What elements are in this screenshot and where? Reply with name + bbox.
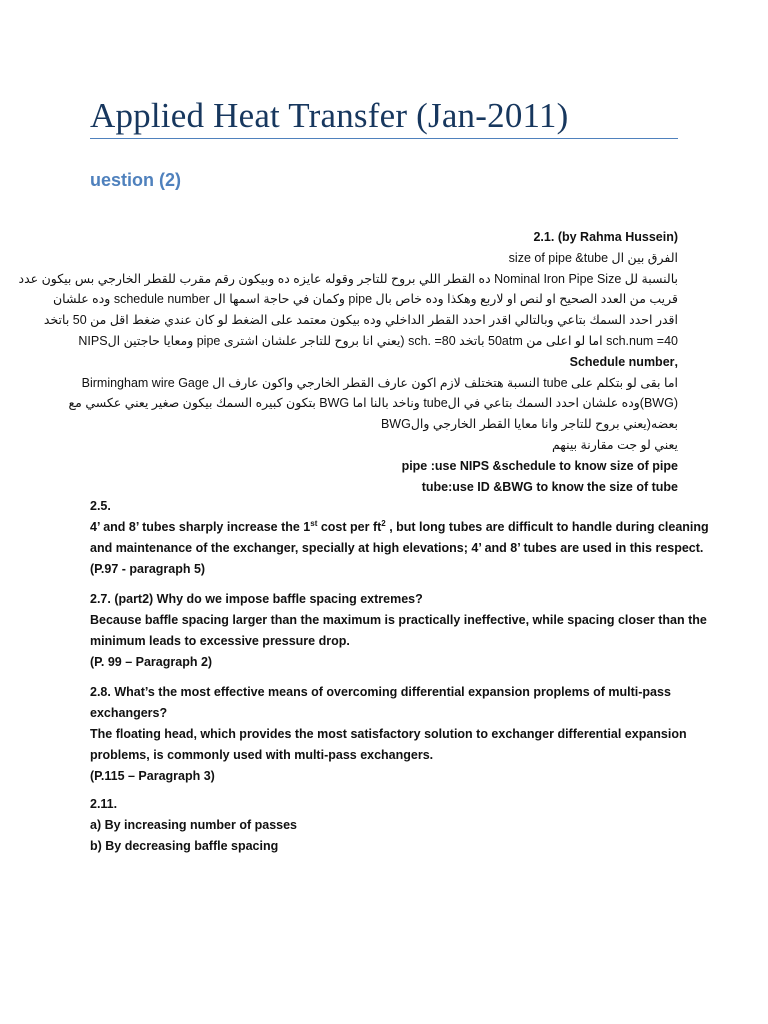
arabic-line: اقدر احدد السمك بتاعي وبالتالي اقدر احدد القطر الداخلي وده بيكون معتمد على الضغط لو كان عندي ضغط اقل من 50 باتخد xyxy=(43,313,678,328)
arabic-line: يعني لو جت مقارنة بينهم xyxy=(551,437,678,452)
arabic-line: الفرق بين ال size of pipe &tube xyxy=(508,250,678,265)
arabic-line: اما بقى لو بتكلم على tube النسبة هتختلف لازم اكون عارف القطر الخارجي واكون عارف ال Birmingham wire Gage xyxy=(81,375,678,390)
question-heading: uestion (2) xyxy=(90,170,182,190)
list-item: a) By increasing number of passes xyxy=(90,818,298,832)
list-item: b) By decreasing baffle spacing xyxy=(90,839,279,853)
answer-line: problems, is commonly used with multi-pass exchangers. xyxy=(90,748,434,762)
page-reference: (P.97 - paragraph 5) xyxy=(90,562,206,576)
arabic-line: tube:use ID &BWG to know the size of tube xyxy=(421,479,678,494)
title-underline xyxy=(90,138,678,139)
question-line: exchangers? xyxy=(90,706,168,720)
page-reference: (P.115 – Paragraph 3) xyxy=(90,769,215,783)
document-title: Applied Heat Transfer (Jan-2011) xyxy=(90,96,569,135)
arabic-section xyxy=(18,227,678,497)
arabic-line: pipe :use NIPS &schedule to know size of pipe xyxy=(401,458,678,473)
question-line: 2.7. (part2) Why do we impose baffle spacing extremes? xyxy=(90,592,423,606)
arabic-line: قريب من العدد الصحيح او لنص او لاربع وهكذا وده خاص بال pipe وكمان في حاجة اسمها ال schedule number وده علشان xyxy=(52,292,678,307)
question-line: 2.8. What’s the most effective means of overcoming differential expansion proplems of multi-pass xyxy=(90,685,671,699)
arabic-line: ,Schedule number xyxy=(569,354,678,369)
arabic-line: (BWG)وده علشان احدد السمك بتاعي في الtube وناخد بالنا اما BWG بتكون كبيره السمك بيكون صغير يعني عكسي مع xyxy=(68,396,678,411)
section-number: 2.5. xyxy=(90,499,111,513)
paragraph-line: and maintenance of the exchanger, specially at high elevations; 4’ and 8’ tubes are used in this respect. xyxy=(90,541,704,555)
answer-line: Because baffle spacing larger than the maximum is practically ineffective, while spacing closer than the xyxy=(90,613,707,627)
section-2-11 xyxy=(90,794,680,857)
page-reference: (P. 99 – Paragraph 2) xyxy=(90,655,213,669)
arabic-line: (by Rahma Hussein) .2.1 xyxy=(533,230,678,244)
arabic-line: sch.num =40 اما لو اعلى من 50atm باتخد sch. =80 (يعني انا بروح للتاجر علشان اشترى pipe ومعايا حاجتين الNIPS xyxy=(78,333,678,348)
answer-line: minimum leads to excessive pressure drop. xyxy=(90,634,350,648)
section-2-8 xyxy=(90,682,687,787)
paragraph-line: 4’ and 8’ tubes sharply increase the 1st cost per $ft^2$ , but long tubes are difficult to handle during cleaning xyxy=(90,518,709,534)
section-number: 2.11. xyxy=(90,797,118,811)
section-2-7 xyxy=(90,589,707,673)
arabic-line: بالنسبة لل Nominal Iron Pipe Size ده القطر اللي بروح للتاجر وقوله عايزه ده وبيكون رقم مقرب للقطر الخارجي بس بيكون عدد xyxy=(18,271,678,286)
answer-line: The floating head, which provides the most satisfactory solution to exchanger differential expansion xyxy=(90,727,687,741)
section-2-5 xyxy=(90,496,709,580)
arabic-line: بعضه(يعني بروح للتاجر وانا معايا القطر الخارجي والBWG xyxy=(380,417,678,432)
